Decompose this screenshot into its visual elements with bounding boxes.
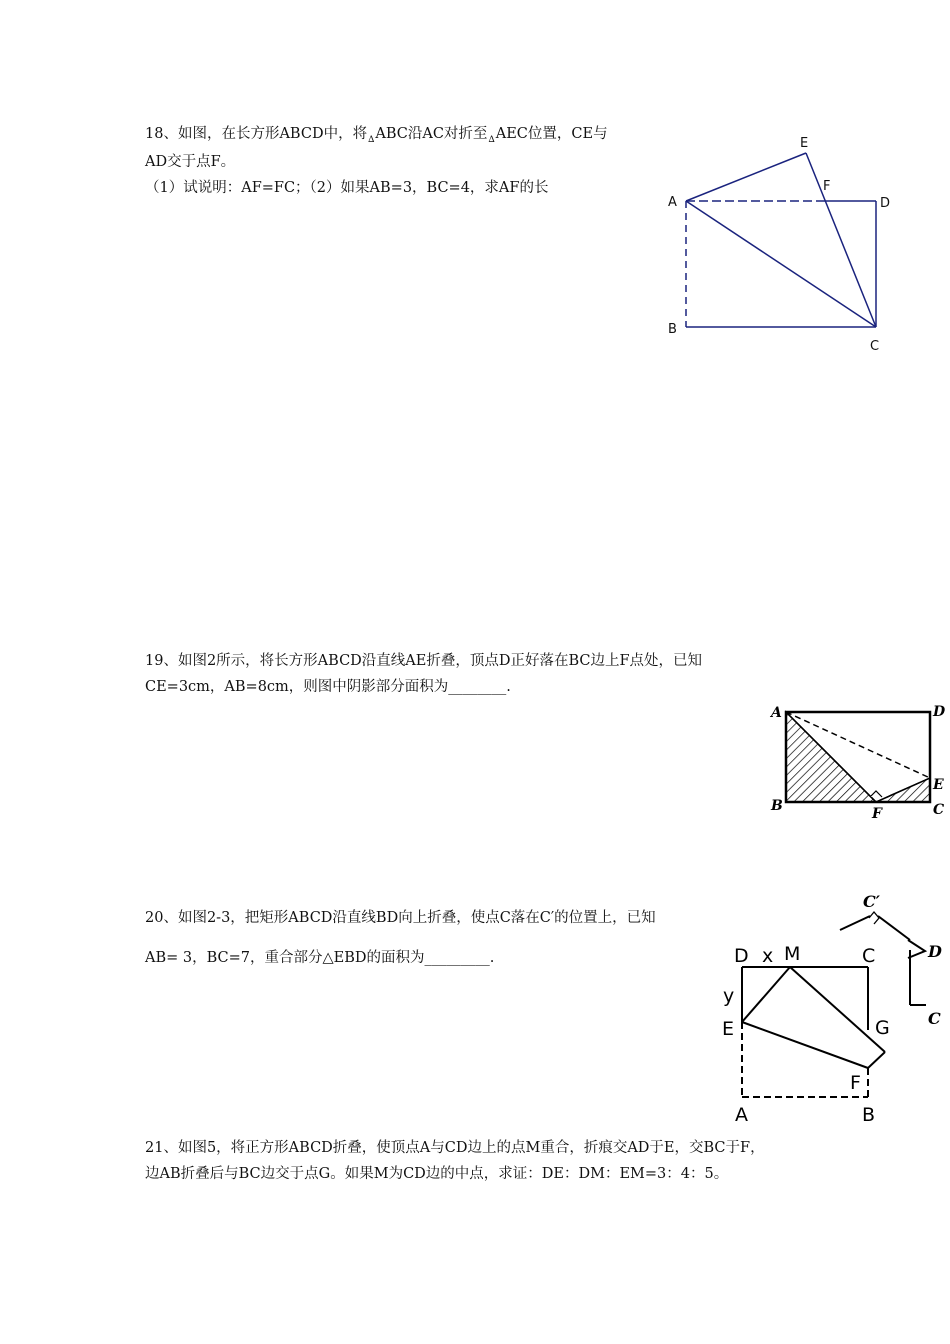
q18-label-b: B	[668, 322, 677, 337]
q18-label-e: E	[800, 136, 809, 151]
q21-label-c: C	[862, 945, 876, 967]
q21-figure	[715, 935, 895, 1130]
q19-figure	[770, 700, 950, 825]
q20-label-d: D	[928, 942, 942, 961]
q19-label-c: C	[933, 802, 945, 818]
q19-label-b: B	[771, 798, 783, 814]
q20-label-c: C	[928, 1009, 941, 1028]
q18-line2: AD交于点F。	[145, 154, 236, 170]
question-19	[145, 648, 702, 700]
q21-label-b: B	[862, 1104, 876, 1126]
q21-label-f: F	[850, 1072, 861, 1094]
q21-number: 21、	[145, 1140, 178, 1156]
question-21	[145, 1135, 765, 1187]
q18-line3: （1）试说明：AF=FC；（2）如果AB=3，BC=4，求AF的长	[145, 180, 549, 196]
q18-label-f: F	[823, 179, 831, 194]
q19-right-angle	[870, 791, 882, 797]
q18-figure	[660, 130, 890, 360]
q21-label-e: E	[722, 1018, 735, 1040]
q21-seg-hf	[868, 1052, 885, 1068]
q20-right-angle	[869, 912, 879, 924]
q20-line1: 20、如图2-3，把矩形ABCD沿直线BD向上折叠，使点C落在C′的位置上，已知	[145, 910, 656, 926]
q20-label-cprime: C′	[863, 892, 880, 911]
q21-seg-ef	[742, 1022, 868, 1068]
q18-seg-ae	[686, 153, 806, 201]
q19-label-e: E	[933, 777, 944, 793]
q20-seg-cp-left	[840, 916, 870, 930]
q18-line1: 18、如图，在长方形ABCD中，将$_\Delta$ABC沿AC对折至$_\Delta$AEC位置，CE与	[145, 126, 608, 145]
q21-line2: 边AB折叠后与BC边交于点G。如果M为CD边的中点，求证：DE：DM：EM=3：4：5。	[145, 1166, 729, 1182]
q21-label-a: A	[735, 1104, 748, 1126]
q19-label-d: D	[933, 704, 946, 720]
q21-seg-mh	[790, 967, 885, 1052]
q19-line2: CE=3cm，AB=8cm，则图中阴影部分面积为________.	[145, 679, 511, 695]
q21-label-m: M	[784, 943, 801, 965]
q18-label-c: C	[870, 339, 880, 354]
q20-line2: AB= 3，BC=7，重合部分△EBD的面积为_________.	[145, 950, 495, 966]
q19-label-f: F	[872, 806, 882, 822]
q19-number: 19、	[145, 653, 178, 669]
q20-number: 20、	[145, 910, 178, 926]
q21-label-y: y	[723, 985, 735, 1007]
q21-seg-em	[742, 967, 790, 1022]
q18-seg-ec	[806, 153, 876, 327]
q21-label-g: G	[875, 1017, 890, 1039]
question-18	[145, 121, 608, 201]
q21-label-d: D	[734, 945, 749, 967]
q21-line1: 21、如图5，将正方形ABCD折叠，使顶点A与CD边上的点M重合，折痕交AD于E，交BC于F，	[145, 1140, 765, 1156]
q18-number: 18、	[145, 126, 178, 142]
q18-label-a: A	[668, 195, 677, 210]
q18-seg-ac	[686, 201, 876, 327]
q19-line1: 19、如图2所示，将长方形ABCD沿直线AE折叠，顶点D正好落在BC边上F点处，已知	[145, 653, 703, 669]
q21-label-x: x	[762, 945, 774, 967]
question-20	[145, 898, 656, 978]
q19-label-a: A	[771, 705, 782, 721]
q18-label-d: D	[880, 196, 891, 211]
